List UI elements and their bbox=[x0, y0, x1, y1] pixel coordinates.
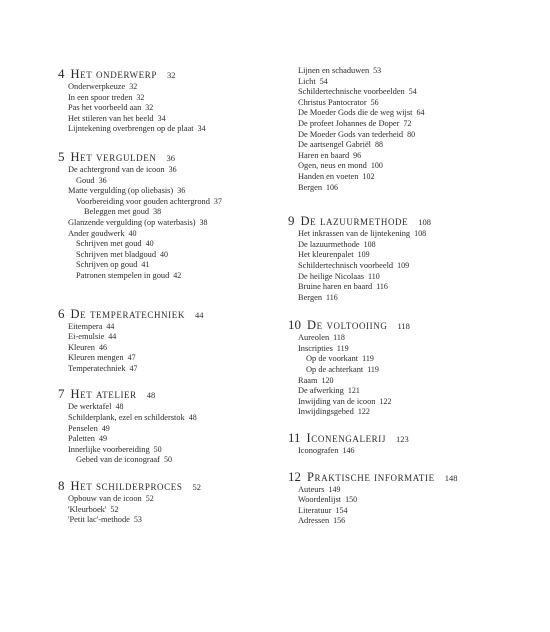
toc-entry bbox=[58, 176, 280, 187]
toc-entry bbox=[288, 293, 510, 304]
toc-entry bbox=[288, 87, 510, 98]
entry-title: Het inkrassen van de lijntekening bbox=[298, 229, 411, 239]
toc-chapter-9 bbox=[288, 213, 510, 303]
chapter-title: Het atelier bbox=[70, 387, 137, 402]
toc-left-column bbox=[58, 66, 280, 526]
toc-entry bbox=[58, 260, 280, 271]
toc-entry bbox=[58, 494, 280, 505]
toc-entry bbox=[288, 365, 510, 376]
chapter-number: 6 bbox=[58, 305, 65, 321]
toc-chapter-8-continued bbox=[288, 66, 510, 193]
entry-page: 48 bbox=[188, 413, 197, 423]
entry-page: 44 bbox=[106, 321, 115, 331]
chapter-heading bbox=[58, 386, 280, 402]
entry-page: 119 bbox=[362, 354, 374, 364]
toc-entry bbox=[58, 424, 280, 435]
chapter-page: 148 bbox=[444, 472, 458, 483]
chapter-page: 44 bbox=[194, 309, 204, 320]
entry-title: Matte verguldíng (op oliebasis) bbox=[68, 186, 174, 196]
toc-entry bbox=[58, 229, 280, 240]
entry-page: 54 bbox=[319, 76, 328, 86]
entry-page: 36 bbox=[98, 175, 107, 185]
chapter-title: Het schilderproces bbox=[70, 479, 183, 494]
entry-page: 106 bbox=[326, 182, 339, 192]
toc-entry bbox=[58, 455, 280, 466]
entry-title: De heilige Nicolaas bbox=[298, 271, 365, 281]
chapter-heading bbox=[288, 213, 510, 229]
entry-title: Haren en baard bbox=[298, 150, 350, 160]
chapter-number: 7 bbox=[58, 386, 65, 402]
entry-title: Christus Pantocrator bbox=[298, 97, 367, 107]
entry-page: 40 bbox=[145, 239, 154, 249]
entry-title: Licht bbox=[298, 76, 316, 86]
entry-page: 49 bbox=[101, 423, 110, 433]
toc-chapter-12 bbox=[288, 469, 510, 527]
chapter-number: 10 bbox=[288, 317, 301, 333]
entry-title: Schrijven met bladgoud bbox=[76, 249, 157, 259]
chapter-heading bbox=[58, 478, 280, 494]
entry-page: 47 bbox=[129, 363, 138, 373]
entry-page: 109 bbox=[397, 260, 410, 270]
entry-page: 56 bbox=[370, 97, 379, 107]
entry-title: Schilderplank, ezel en schilderstok bbox=[68, 413, 185, 423]
entry-page: 41 bbox=[141, 260, 150, 270]
entry-title: Literatuur bbox=[298, 505, 332, 515]
entry-title: Raam bbox=[298, 375, 318, 385]
toc-entry bbox=[288, 485, 510, 496]
toc-entry bbox=[58, 434, 280, 445]
chapter-page: 123 bbox=[396, 434, 409, 445]
toc-entry bbox=[58, 239, 280, 250]
entry-page: 46 bbox=[98, 342, 107, 352]
chapter-heading bbox=[58, 66, 280, 82]
toc-entry bbox=[288, 495, 510, 506]
entry-title: De werktafel bbox=[68, 402, 112, 412]
entry-title: Ei-emulsie bbox=[68, 332, 105, 342]
entry-title: Paletten bbox=[68, 434, 95, 444]
toc-entry bbox=[58, 515, 280, 526]
entry-page: 50 bbox=[163, 455, 172, 465]
entry-page: 53 bbox=[133, 515, 142, 525]
toc-entry bbox=[288, 140, 510, 151]
entry-page: 154 bbox=[335, 505, 348, 515]
entry-title: Lijntekening overbrengen op de plaat bbox=[68, 124, 194, 134]
entry-title: Gebed van de iconograaf bbox=[76, 455, 160, 465]
chapter-heading bbox=[58, 149, 280, 165]
toc-entry bbox=[288, 229, 510, 240]
entry-title: Op de achterkant bbox=[306, 365, 364, 375]
entry-page: 36 bbox=[177, 186, 186, 196]
entry-title: Bruine haren en baard bbox=[298, 282, 373, 292]
entry-page: 108 bbox=[414, 229, 427, 239]
toc-entry bbox=[288, 376, 510, 387]
entry-title: Innerlijke voorbereiding bbox=[68, 444, 150, 454]
chapter-heading bbox=[288, 430, 510, 446]
entry-title: Schrijven met goud bbox=[76, 239, 142, 249]
entry-page: 47 bbox=[127, 353, 136, 363]
entry-page: 52 bbox=[110, 504, 119, 514]
entry-title: Kleuren mengen bbox=[68, 353, 124, 363]
entry-title: Woordenlijst bbox=[298, 495, 342, 505]
entry-title: Temperatechniek bbox=[68, 363, 126, 373]
entry-title: De achtergrond van de icoon bbox=[68, 164, 165, 174]
entry-title: Patronen stempelen in goud bbox=[76, 270, 170, 280]
entry-title: Adressen bbox=[298, 516, 330, 526]
entry-title: Schildertechnisch voorbeeld bbox=[298, 260, 394, 270]
entry-page: 32 bbox=[145, 103, 154, 113]
chapter-heading bbox=[288, 469, 510, 485]
toc-entry bbox=[288, 108, 510, 119]
entry-title: Goud bbox=[76, 175, 95, 185]
entry-page: 32 bbox=[136, 92, 145, 102]
toc-entry bbox=[58, 197, 280, 208]
toc-entry bbox=[58, 250, 280, 261]
entry-title: Inscripties bbox=[298, 343, 333, 353]
entry-title: Onderwerpkeuze bbox=[68, 82, 126, 91]
entry-page: 118 bbox=[333, 333, 345, 343]
chapter-page: 52 bbox=[192, 482, 201, 493]
chapter-number: 11 bbox=[288, 430, 301, 446]
entry-title: De lazuurmethode bbox=[298, 239, 360, 249]
entry-title: Het kleurenpalet bbox=[298, 250, 354, 260]
entry-page: 49 bbox=[98, 434, 107, 444]
toc-entry bbox=[58, 103, 280, 114]
entry-title: Pas het voorbeeld aan bbox=[68, 103, 142, 113]
chapter-number: 9 bbox=[288, 213, 295, 229]
entry-page: 150 bbox=[345, 495, 358, 505]
toc-entry bbox=[288, 77, 510, 88]
toc-entry bbox=[288, 98, 510, 109]
entry-page: 34 bbox=[157, 113, 166, 123]
toc-entry bbox=[58, 165, 280, 176]
entry-title: In een spoor treden bbox=[68, 92, 133, 102]
entry-title: Ander goudwerk bbox=[68, 228, 125, 238]
entry-page: 116 bbox=[376, 282, 388, 292]
entry-title: Voorbereiding voor gouden achtergrond bbox=[76, 196, 210, 206]
entry-page: 64 bbox=[416, 108, 425, 118]
entry-page: 52 bbox=[145, 494, 154, 504]
toc-entry bbox=[288, 119, 510, 130]
entry-page: 40 bbox=[160, 249, 169, 259]
toc-entry bbox=[288, 172, 510, 183]
toc-entry bbox=[288, 407, 510, 418]
chapter-title: De temperatechniek bbox=[70, 306, 185, 321]
chapter-number: 5 bbox=[58, 148, 65, 164]
toc-chapter-5 bbox=[58, 149, 280, 282]
entry-title: Auteurs bbox=[298, 484, 325, 494]
chapter-heading bbox=[58, 306, 280, 322]
entry-title: Schildertechnische voorbeelden bbox=[298, 87, 405, 97]
entry-title: Beleggen met goud bbox=[84, 207, 150, 217]
toc-entry bbox=[58, 413, 280, 424]
entry-page: 100 bbox=[370, 161, 383, 171]
entry-title: De aartsengel Gabriël bbox=[298, 140, 372, 150]
toc-entry bbox=[58, 207, 280, 218]
toc-entry bbox=[58, 271, 280, 282]
toc-entry bbox=[288, 333, 510, 344]
chapter-title: Praktische informatie bbox=[307, 469, 435, 484]
toc-entry bbox=[288, 344, 510, 355]
toc-entry bbox=[288, 261, 510, 272]
entry-title: Glanzende vergulding (op waterbasis) bbox=[68, 217, 196, 227]
entry-page: 156 bbox=[333, 516, 346, 526]
toc-entry bbox=[288, 130, 510, 141]
toc-entry bbox=[288, 516, 510, 527]
chapter-title: Het onderwerp bbox=[70, 67, 157, 81]
toc-entry bbox=[288, 240, 510, 251]
toc-chapter-7 bbox=[58, 386, 280, 466]
toc-chapter-11 bbox=[288, 430, 510, 457]
entry-title: Lijnen en schaduwen bbox=[298, 66, 370, 75]
entry-title: Bergen bbox=[298, 292, 323, 302]
entry-page: 88 bbox=[375, 140, 384, 150]
toc-entry bbox=[288, 250, 510, 261]
toc-chapter-4 bbox=[58, 66, 280, 135]
toc-entry bbox=[58, 343, 280, 354]
entry-page: 119 bbox=[336, 343, 349, 353]
entry-title: Eitempera bbox=[68, 321, 103, 331]
entry-title: Schrijven op goud bbox=[76, 260, 138, 270]
chapter-number: 8 bbox=[58, 478, 65, 494]
entry-title: De afwerking bbox=[298, 386, 344, 396]
entry-page: 72 bbox=[403, 118, 412, 128]
entry-page: 108 bbox=[363, 239, 376, 249]
chapter-title: De lazuurmethode bbox=[300, 214, 409, 229]
toc-entry bbox=[58, 218, 280, 229]
toc-entry bbox=[58, 124, 280, 135]
chapter-title: De voltooiing bbox=[307, 318, 388, 333]
entry-page: 50 bbox=[153, 444, 162, 454]
chapter-page: 118 bbox=[397, 321, 410, 332]
toc-entry bbox=[58, 332, 280, 343]
toc-entry bbox=[58, 353, 280, 364]
chapter-page: 48 bbox=[146, 390, 156, 401]
toc-entry bbox=[288, 151, 510, 162]
chapter-page: 36 bbox=[166, 152, 175, 163]
toc-entry bbox=[58, 114, 280, 125]
toc-entry bbox=[288, 446, 510, 457]
toc-entry bbox=[58, 93, 280, 104]
entry-title: Iconografen bbox=[298, 446, 339, 456]
entry-page: 42 bbox=[173, 270, 182, 280]
entry-page: 120 bbox=[321, 375, 334, 385]
toc-entry bbox=[288, 282, 510, 293]
entry-page: 37 bbox=[213, 196, 222, 206]
chapter-title: Het vergulden bbox=[70, 149, 157, 164]
entry-title: De Moeder Gods die de weg wijst bbox=[298, 108, 413, 118]
entry-page: 54 bbox=[408, 87, 417, 97]
toc-entry bbox=[58, 402, 280, 413]
entry-title: Handen en voeten bbox=[298, 171, 359, 181]
entry-page: 109 bbox=[357, 250, 370, 260]
entry-title: Inwijdingsgebed bbox=[298, 407, 354, 417]
toc-entry bbox=[58, 505, 280, 516]
entry-title: Aureolen bbox=[298, 333, 330, 343]
chapter-number: 4 bbox=[58, 66, 65, 81]
entry-page: 149 bbox=[328, 484, 341, 494]
entry-title: Inwijding van de icoon bbox=[298, 396, 376, 406]
entry-title: Bergen bbox=[298, 182, 323, 192]
toc-entry bbox=[288, 272, 510, 283]
toc-entry bbox=[288, 354, 510, 365]
entry-title: Kleuren bbox=[68, 342, 95, 352]
toc-entry bbox=[288, 397, 510, 408]
entry-title: Op de voorkant bbox=[306, 354, 359, 364]
toc-entry bbox=[58, 364, 280, 375]
entry-page: 53 bbox=[373, 66, 382, 75]
entry-page: 38 bbox=[153, 207, 162, 217]
toc-entry bbox=[58, 186, 280, 197]
toc-entry bbox=[58, 82, 280, 93]
toc-entry bbox=[58, 322, 280, 333]
toc-chapter-6 bbox=[58, 306, 280, 375]
chapter-page: 32 bbox=[166, 70, 176, 80]
chapter-number: 12 bbox=[288, 468, 301, 484]
entry-page: 96 bbox=[353, 150, 362, 160]
entry-title: De Moeder Gods van tederheid bbox=[298, 129, 404, 139]
entry-title: 'Petit lac'-methode bbox=[68, 515, 130, 525]
toc-chapter-8 bbox=[58, 478, 280, 526]
entry-title: Ogen, neus en mond bbox=[298, 161, 367, 171]
entry-page: 110 bbox=[368, 271, 380, 281]
toc-entry bbox=[288, 183, 510, 194]
entry-title: Penselen bbox=[68, 423, 98, 433]
entry-page: 40 bbox=[128, 228, 137, 238]
toc-entry bbox=[288, 386, 510, 397]
chapter-title: Iconengalerij bbox=[306, 431, 386, 446]
chapter-page: 108 bbox=[418, 217, 431, 228]
entry-title: Opbouw van de icoon bbox=[68, 494, 142, 504]
entry-page: 146 bbox=[342, 446, 355, 456]
toc-right-column bbox=[288, 66, 510, 527]
entry-page: 34 bbox=[197, 124, 206, 134]
toc-entry bbox=[58, 445, 280, 456]
entry-title: Het stileren van het beeld bbox=[68, 113, 154, 123]
entry-page: 36 bbox=[168, 164, 177, 174]
toc-chapter-10 bbox=[288, 317, 510, 418]
toc-entry bbox=[288, 506, 510, 517]
entry-page: 80 bbox=[407, 129, 416, 139]
entry-page: 32 bbox=[129, 82, 138, 91]
entry-page: 119 bbox=[367, 365, 379, 375]
toc-entry bbox=[288, 161, 510, 172]
entry-page: 122 bbox=[379, 396, 392, 406]
entry-page: 48 bbox=[115, 402, 124, 412]
chapter-heading bbox=[288, 317, 510, 333]
entry-page: 122 bbox=[357, 407, 370, 417]
toc-entry bbox=[288, 66, 510, 77]
entry-page: 121 bbox=[347, 386, 360, 396]
entry-page: 38 bbox=[199, 217, 208, 227]
entry-page: 44 bbox=[108, 332, 117, 342]
entry-page: 102 bbox=[362, 171, 375, 181]
entry-title: De profeet Johannes de Doper bbox=[298, 118, 400, 128]
entry-page: 116 bbox=[326, 292, 338, 302]
entry-title: 'Kleurboek' bbox=[68, 504, 107, 514]
